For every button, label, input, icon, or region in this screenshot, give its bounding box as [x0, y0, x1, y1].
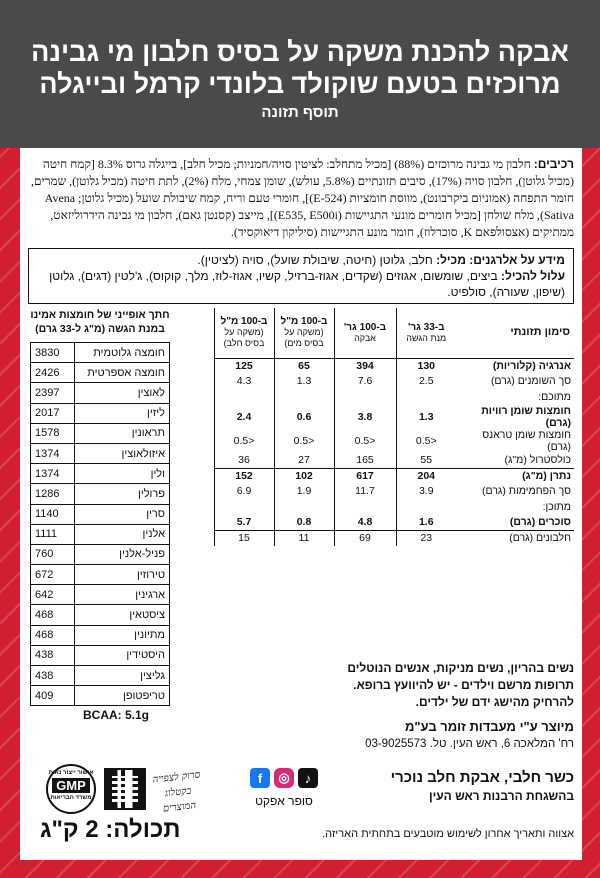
amino-row — [31, 524, 170, 544]
kosher-line-1: כשר חלבי, אבקת חלב נוכרי — [390, 769, 574, 786]
nutrition-cell-serving: 204 — [396, 468, 456, 484]
amino-value: 760 — [31, 544, 75, 564]
nutrition-col-100g-title: ב-100 גר' — [343, 321, 387, 333]
amino-name: תראונין — [75, 423, 170, 443]
gmp-top-text: אישור ייצור נאות — [48, 770, 94, 776]
amino-row — [31, 666, 170, 686]
ingredients-label: רכיבים: — [533, 157, 574, 171]
nutrition-cell-100g: 165 — [334, 453, 396, 469]
manufacturer — [220, 718, 574, 752]
social-block — [234, 768, 334, 808]
instagram-icon[interactable]: ◎ — [274, 768, 294, 788]
nutrition-cell-milk: <0.5 — [214, 429, 274, 453]
nutrition-col-serving — [396, 308, 456, 358]
nutrition-cell-serving: 1.6 — [396, 515, 456, 531]
amino-name: גליצין — [75, 666, 170, 686]
manufacturer-address: רח' המלאכה 6, ראש העין. טל. 03-9025573 — [365, 738, 574, 750]
nutrition-cell-milk — [214, 389, 274, 405]
nutrition-col-name: סימון תזונתי — [456, 308, 574, 358]
social-handle: סופר אפקט — [255, 794, 313, 808]
nutrition-row — [214, 499, 574, 515]
nutrition-cell-name: סך השומנים (גרם) — [490, 375, 571, 388]
amino-name: היסטידין — [75, 645, 170, 665]
nutrition-col-100g-sub: אבקה — [354, 332, 376, 343]
nutrition-cell-water: 27 — [274, 453, 334, 469]
nutrition-cell-serving: <0.5 — [396, 429, 456, 453]
allergen-contains — [37, 252, 565, 268]
amino-value: 468 — [31, 605, 75, 625]
amino-value: 438 — [31, 666, 75, 686]
batch-info: אצווה ותאריך אחרון לשימוש מוטבעים בתחתית האריזה. — [322, 828, 574, 840]
amino-name: איזולאוצין — [75, 443, 170, 463]
nutrition-cell-water — [274, 389, 334, 405]
nutrition-cell-milk: 5.7 — [214, 515, 274, 531]
amino-row — [31, 363, 170, 383]
amino-heading: חתך אופייני של חומצות אמינו במנת הגשה (מ"ג ל-33 גרם) — [30, 309, 170, 335]
amino-value: 1374 — [31, 464, 75, 484]
nutrition-cell-water: 11 — [274, 530, 334, 546]
nutrition-cell-100g: 69 — [334, 530, 396, 546]
amino-value: 1374 — [31, 443, 75, 463]
nutrition-cell-serving: 55 — [396, 453, 456, 469]
qr-code[interactable] — [104, 768, 146, 810]
nutrition-cell-milk: 125 — [214, 358, 274, 374]
nutrition-cell-milk: 152 — [214, 468, 274, 484]
amino-name: ולין — [75, 464, 170, 484]
amino-name: חומצה אספרטית — [75, 363, 170, 383]
nutrition-col-water — [274, 308, 334, 358]
product-subtitle: תוסף תזונה — [261, 104, 339, 121]
nutrition-cell-100g: 3.8 — [334, 405, 396, 429]
tiktok-icon[interactable]: ♪ — [298, 768, 318, 788]
amino-row — [31, 645, 170, 665]
nutrition-cell-milk: 15 — [214, 530, 274, 546]
allergen-may-contain — [37, 268, 565, 300]
nutrition-row — [214, 389, 574, 405]
nutrition-cell-water: 1.3 — [274, 374, 334, 390]
nutrition-cell-100g: 394 — [334, 358, 396, 374]
amino-row — [31, 423, 170, 443]
warning-line-2: תרופות מרשם וילדים - יש להיוועץ ברופא. — [353, 678, 574, 692]
amino-name: אלנין — [75, 524, 170, 544]
nutrition-header-row — [214, 308, 574, 358]
nutrition-cell-serving — [396, 389, 456, 405]
amino-name: חומצה גלוטמית — [75, 343, 170, 363]
amino-value: 3830 — [31, 343, 75, 363]
nutrition-cell-water: 102 — [274, 468, 334, 484]
amino-value: 2397 — [31, 383, 75, 403]
nutrition-cell-100g: 617 — [334, 468, 396, 484]
warning-line-1: נשים בהריון, נשים מניקות, אנשים הנוטלים — [347, 661, 574, 675]
nutrition-cell-name: סוכרים (גרם) — [509, 516, 571, 528]
allergen-may-contain-label: עלול להכיל: — [501, 269, 565, 283]
amino-row — [31, 484, 170, 504]
nutrition-cell-serving: 3.9 — [396, 484, 456, 500]
nutrition-cell-100g: 11.7 — [334, 484, 396, 500]
amino-row — [31, 443, 170, 463]
warning-line-3: להרחיק מהישג ידם של ילדים. — [415, 695, 574, 709]
net-volume: תכולה: 2 ק"ג — [40, 816, 181, 843]
nutrition-cell-serving: 130 — [396, 358, 456, 374]
amino-row — [31, 565, 170, 585]
nutrition-cell-water: 1.9 — [274, 484, 334, 500]
amino-row — [31, 343, 170, 363]
label-header — [0, 0, 600, 148]
amino-row — [31, 504, 170, 524]
amino-value: 1578 — [31, 423, 75, 443]
title-line-2: מרוכזים בטעם שוקולד בלונדי קרמל ובייגלה — [39, 69, 561, 99]
nutrition-row — [214, 530, 574, 546]
amino-value: 409 — [31, 686, 75, 706]
nutrition-cell-water: 65 — [274, 358, 334, 374]
nutrition-cell-name: סך הפחמימות (גרם) — [482, 485, 571, 498]
amino-name: טירוזין — [75, 565, 170, 585]
nutrition-row — [214, 429, 574, 453]
nutrition-col-milk — [214, 308, 274, 358]
gmp-seal — [46, 764, 96, 814]
kosher-line-2: בהשגחת הרבנות ראש העין — [428, 789, 574, 803]
nutrition-cell-milk: 4.3 — [214, 374, 274, 390]
nutrition-cell-milk: 6.9 — [214, 484, 274, 500]
amino-name: מתיונין — [75, 625, 170, 645]
allergen-contains-label: מידע על אלרגנים: מכיל: — [436, 253, 565, 267]
nutrition-cell-serving — [396, 499, 456, 515]
amino-name: ציסטאין — [75, 605, 170, 625]
amino-value: 468 — [31, 625, 75, 645]
nutrition-col-100g — [334, 308, 396, 358]
amino-row — [31, 403, 170, 423]
label-panel — [20, 148, 582, 860]
nutrition-row — [214, 405, 574, 429]
nutrition-cell-water: 0.8 — [274, 515, 334, 531]
nutrition-cell-name: אנרגיה (קלוריות) — [492, 360, 571, 372]
title-line-1: אבקה להכנת משקה על בסיס חלבון מי גבינה — [31, 37, 569, 67]
amino-body — [31, 343, 170, 706]
product-title — [0, 0, 600, 100]
gmp-mark: GMP — [52, 778, 90, 793]
ingredients-paragraph — [28, 156, 574, 241]
allergen-may-contain-text: ביצים, שומשום, אגוזים (שקדים, אגוז-ברזיל, קשיו, אגוז-לוז, מלך, קוקוס), ג'לטין (דגים), גלוטן (שיפון, שעורה), סולפיט. — [49, 269, 565, 299]
bcaa-total: BCAA: 5.1g — [83, 708, 150, 722]
nutrition-cell-milk: 36 — [214, 453, 274, 469]
nutrition-row — [214, 374, 574, 390]
nutrition-cell-100g: <0.5 — [334, 429, 396, 453]
nutrition-row — [214, 515, 574, 531]
nutrition-cell-name: חומצות שומן טראנס (גרם) — [482, 428, 571, 453]
amino-row — [31, 605, 170, 625]
nutrition-col-milk-sub: (משקה על בסיס חלב) — [223, 327, 265, 349]
facebook-icon[interactable]: f — [250, 768, 270, 788]
amino-row — [31, 686, 170, 706]
amino-value: 672 — [31, 565, 75, 585]
manufacturer-name: מיוצר ע"י מעבדות זומר בע"מ — [404, 719, 574, 734]
amino-name: לאוצין — [75, 383, 170, 403]
amino-value: 1111 — [31, 524, 75, 544]
amino-name: טריפטופן — [75, 686, 170, 706]
nutrition-col-serving-title: ב-33 גר' — [407, 321, 445, 333]
kosher-info — [354, 768, 574, 804]
nutrition-cell-name: חלבונים (גרם) — [456, 530, 574, 546]
allergen-box — [28, 248, 574, 304]
nutrition-cell-water — [274, 499, 334, 515]
nutrition-cell-name: מתוכן: — [542, 500, 571, 513]
amino-value: 2017 — [31, 403, 75, 423]
allergen-contains-text: חלב, גלוטן (חיטה, שיבולת שועל), סויה (לציטין). — [197, 253, 433, 267]
nutrition-cell-100g: 7.6 — [334, 374, 396, 390]
nutrition-table — [214, 308, 574, 546]
amino-name: פניל-אלנין — [75, 544, 170, 564]
social-icons — [234, 768, 334, 788]
nutrition-cell-water: <0.5 — [274, 429, 334, 453]
nutrition-cell-name: כולסטרול (מ"ג) — [504, 454, 571, 466]
amino-row — [31, 383, 170, 403]
nutrition-col-milk-title: ב-100 מ"ל — [220, 316, 268, 328]
amino-name: ארגינין — [75, 585, 170, 605]
nutrition-cell-serving: 23 — [396, 530, 456, 546]
nutrition-cell-name: חומצות שומן רוויות (גרם) — [481, 404, 571, 429]
amino-value: 1140 — [31, 504, 75, 524]
nutrition-cell-100g: 4.8 — [334, 515, 396, 531]
gmp-bottom-text: משרד הבריאות — [50, 795, 92, 801]
nutrition-cell-water: 0.6 — [274, 405, 334, 429]
amino-name: ליזין — [75, 403, 170, 423]
amino-value: 642 — [31, 585, 75, 605]
nutrition-cell-100g — [334, 389, 396, 405]
amino-acid-table — [30, 308, 170, 706]
amino-name: סרין — [75, 504, 170, 524]
amino-value: 1286 — [31, 484, 75, 504]
amino-row — [31, 544, 170, 564]
amino-row — [31, 585, 170, 605]
scan-caption: סרוק לצפייה בקטלוג המוצרים — [152, 769, 201, 815]
ingredients-text: חלבון מי גבינה מרוכזים (88%) [מכיל מתחלב: לציטין סויה/חמניות; מכיל חלב], בייגלה גרוס 8.3% [קמח חיטה (מכיל גלוטן), חלבון סויה (17%), סיבים תזונתיים (5.8%, עולש), שומן צמחי, מלח (2%), לתת חיטה (מכיל גלוטן), שמרים, חומר התפחה (אמוניום ביקרבונט), מווסת חומציות (E-524)], חומרי טעם וריח, קמח שיבולת שועל (מכיל גלוטן; Avena Sativa), מלח שולחן [מכיל חומרים מונעי התגיישות (E535, E500i)], מייצב (קסנטן גאם), חלבון מי גבינה הידרוליזאט, ממתיקים (אצסולפאם K, סוכרלוז), חומר מונע התגיישות (סיליקון דיאוקסיד). — [30, 157, 574, 239]
amino-row — [31, 464, 170, 484]
nutrition-row — [214, 484, 574, 500]
nutrition-cell-100g — [334, 499, 396, 515]
warning-text — [220, 660, 574, 711]
amino-value: 2426 — [31, 363, 75, 383]
nutrition-cell-milk: 2.4 — [214, 405, 274, 429]
nutrition-row — [214, 358, 574, 374]
amino-name: פרולין — [75, 484, 170, 504]
nutrition-col-water-sub: (משקה על בסיס מים) — [284, 327, 324, 349]
nutrition-row — [214, 453, 574, 469]
nutrition-row — [214, 468, 574, 484]
amino-value: 438 — [31, 645, 75, 665]
nutrition-cell-milk — [214, 499, 274, 515]
nutrition-cell-name: מתוכם: — [538, 390, 571, 403]
nutrition-body — [214, 358, 574, 546]
nutrition-cell-name: נתרן (מ"ג) — [456, 468, 574, 484]
amino-row — [31, 625, 170, 645]
nutrition-cell-serving: 2.5 — [396, 374, 456, 390]
nutrition-col-serving-sub: מנת הגשה — [406, 332, 447, 343]
nutrition-cell-serving: 1.3 — [396, 405, 456, 429]
nutrition-col-water-title: ב-100 מ"ל — [280, 316, 328, 328]
